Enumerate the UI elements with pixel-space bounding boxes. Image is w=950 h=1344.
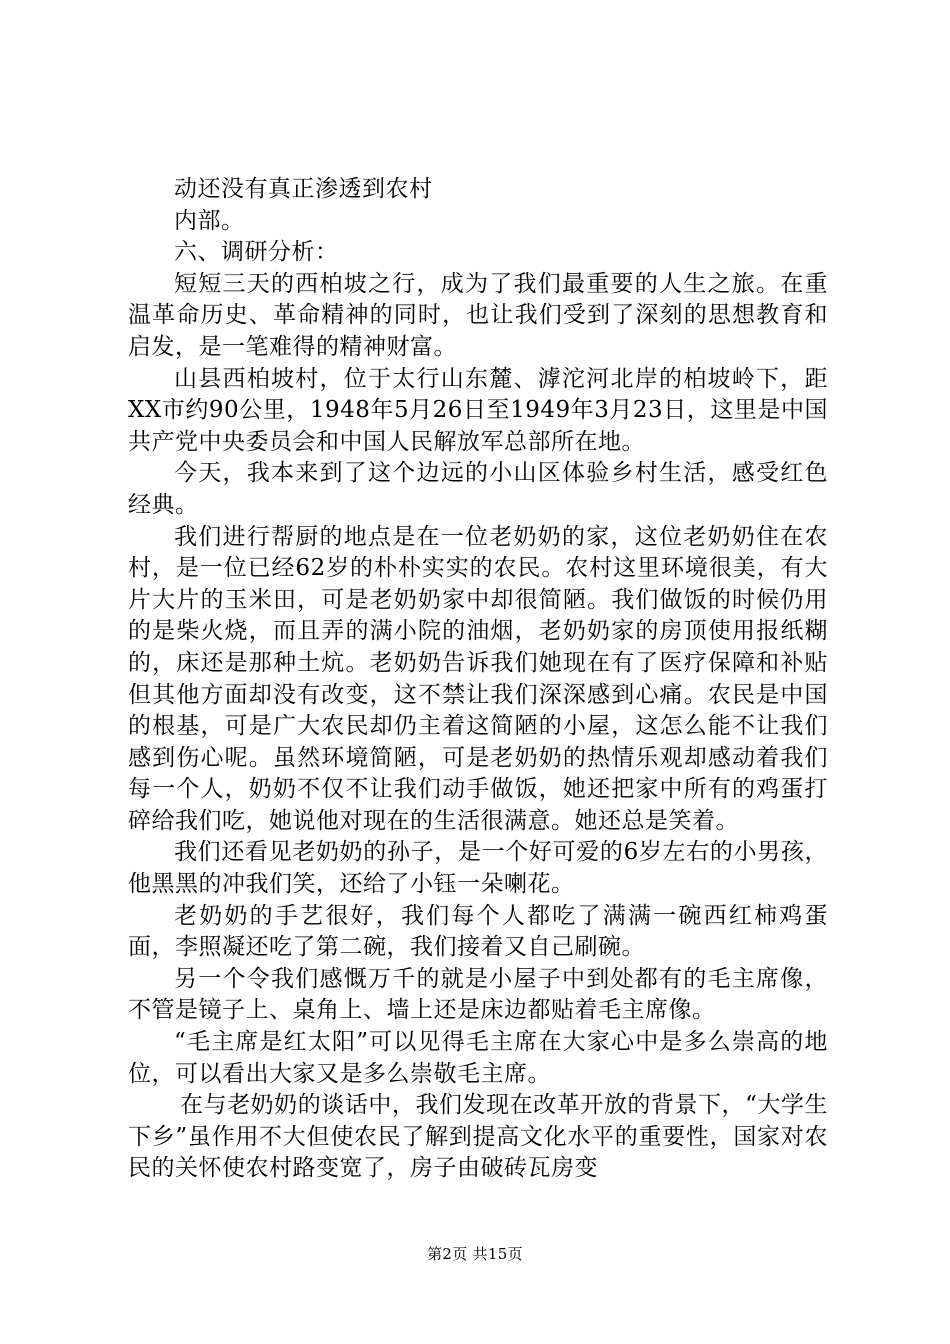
paragraph: 在与老奶奶的谈话中，我们发现在改革开放的背景下，“大学生下乡”虽作用不大但使农民了解到提高文化水平的重要性，国家对农民的关怀使农村路变宽了，房子由破砖瓦房变 — [128, 1092, 828, 1182]
page-number: 第2页 共15页 — [427, 1245, 523, 1263]
paragraph: 另一个令我们感慨万千的就是小屋子中到处都有的毛主席像，不管是镜子上、桌角上、墙上还是床边都贴着毛主席像。 — [128, 965, 828, 1024]
document-body — [128, 174, 828, 1185]
paragraph: 我们进行帮厨的地点是在一位老奶奶的家，这位老奶奶住在农村，是一位已经62岁的朴朴实实的农民。农村这里环境很美，有大片大片的玉米田，可是老奶奶家中却很简陋。我们做饭的时候仍用的是柴火烧，而且弄的满小院的油烟，老奶奶家的房顶使用报纸糊的，床还是那种土炕。老奶奶告诉我们她现在有了医疗保障和补贴但其他方面却没有改变，这不禁让我们深深感到心痛。农民是中国的根基，可是广大农民却仍主着这简陋的小屋，这怎么能不让我们感到伤心呢。虽然环境简陋，可是老奶奶的热情乐观却感动着我们每一个人，奶奶不仅不让我们动手做饭，她还把家中所有的鸡蛋打碎给我们吃，她说他对现在的生活很满意。她还总是笑着。 — [128, 523, 828, 834]
paragraph: 老奶奶的手艺很好，我们每个人都吃了满满一碗西红柿鸡蛋面，李照凝还吃了第二碗，我们接着又自己刷碗。 — [128, 902, 828, 961]
paragraph: 短短三天的西柏坡之行，成为了我们最重要的人生之旅。在重温革命历史、革命精神的同时，也让我们受到了深刻的思想教育和启发，是一笔难得的精神财富。 — [128, 270, 828, 360]
paragraph: 山县西柏坡村，位于太行山东麓、滹沱河北岸的柏坡岭下，距XX市约90公里，1948年5月26日至1949年3月23日，这里是中国共产党中央委员会和中国人民解放军总部所在地。 — [128, 365, 828, 455]
page-footer — [0, 1243, 950, 1264]
paragraph-continuation: 动还没有真正渗透到农村 — [174, 176, 433, 202]
paragraph: 今天，我本来到了这个边远的小山区体验乡村生活，感受红色经典。 — [128, 460, 828, 518]
paragraph: 我们还看见老奶奶的孙子，是一个好可爱的6岁左右的小男孩，他黑黑的冲我们笑，还给了小钰一朵喇花。 — [128, 839, 828, 898]
paragraph-continuation-end: 内部。 — [174, 207, 245, 234]
paragraph: “毛主席是红太阳”可以见得毛主席在大家心中是多么崇高的地位，可以看出大家又是多么崇敬毛主席。 — [128, 1029, 828, 1087]
section-heading: 六、调研分析： — [174, 239, 339, 266]
